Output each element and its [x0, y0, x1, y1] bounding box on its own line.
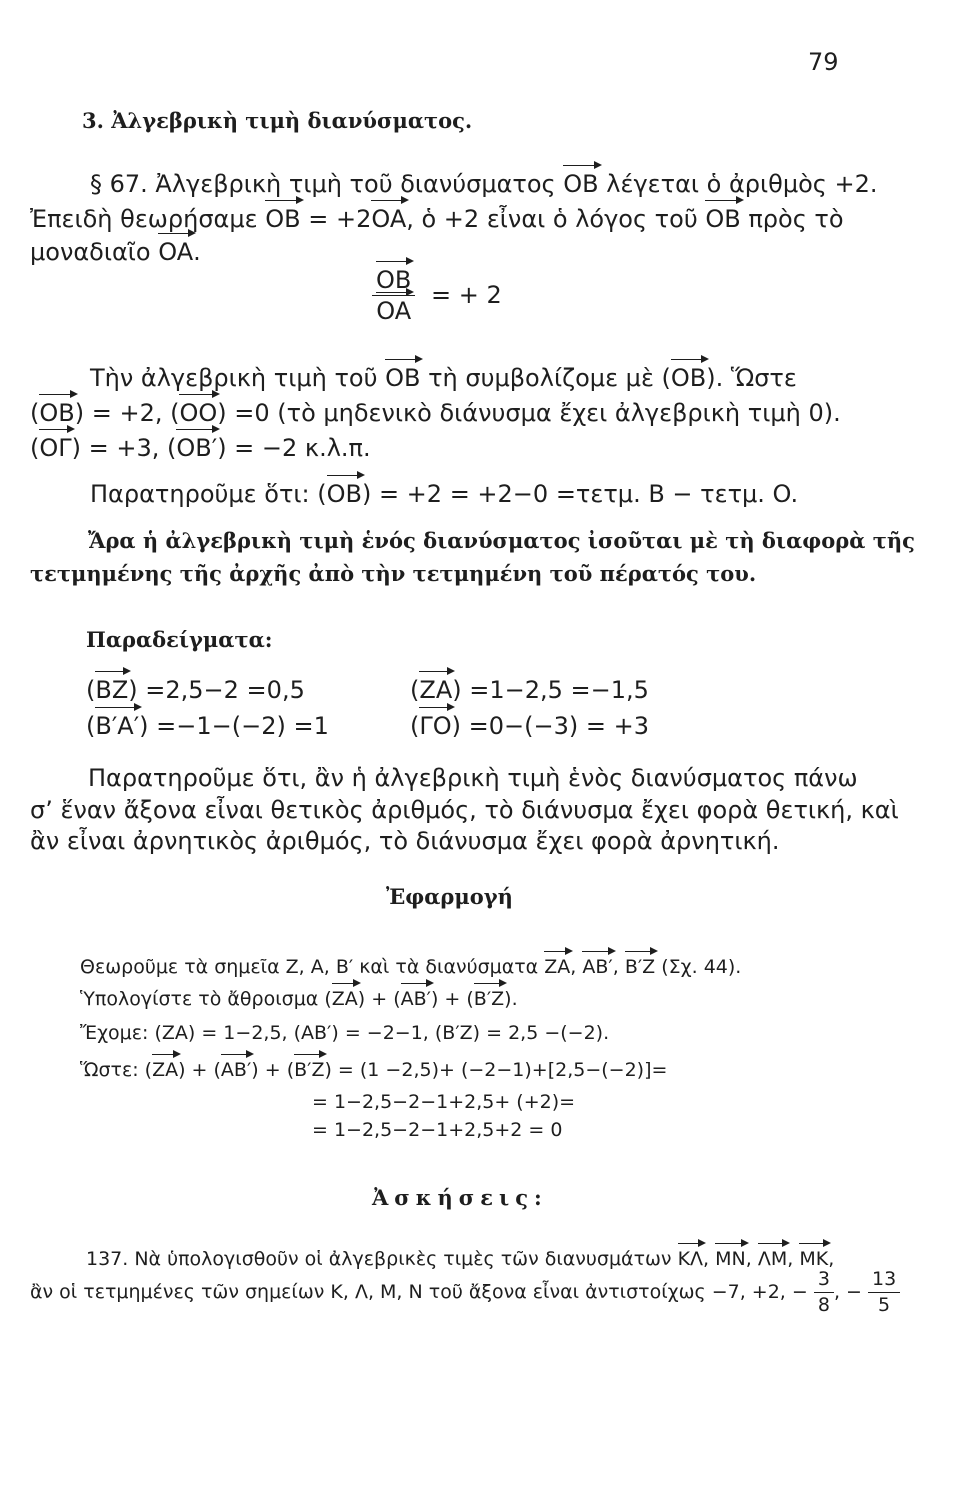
- application-line2: Ὑπολογίστε τὸ ἄθροισμα (ZA) + (AB′) + (B′Z).: [80, 988, 518, 1010]
- vector-OA: OA: [371, 205, 407, 233]
- rule-line2: τετμημένης τῆς ἀρχῆς ἀπὸ τὴν τετμημένη τοῦ πέρατός του.: [30, 561, 757, 586]
- exercises-heading: Ἀσκήσεις:: [372, 1185, 548, 1210]
- para67-line6: (OΓ) = +3, (OB′) = −2 κ.λ.π.: [30, 434, 371, 462]
- vector-OB: OB: [563, 170, 599, 198]
- page-number: 79: [808, 48, 839, 76]
- application-line1: Θεωροῦμε τὰ σημεῖα Z, A, B′ καὶ τὰ διανύσματα ZA, AB′, B′Z (Σχ. 44).: [80, 956, 742, 978]
- vector-OA: OA: [158, 238, 194, 266]
- exercise-137-line1: 137. Νὰ ὑπολογισθοῦν οἱ ἀλγεβρικὲς τιμὲς τῶν διανυσμάτων KΛ, MN, ΛM, MK,: [86, 1248, 835, 1270]
- application-line3: Ἔχομε: (ZA) = 1−2,5, (AB′) = −2−1, (B′Z) = 2,5 −(−2).: [80, 1022, 610, 1044]
- vector-OB: OB: [265, 205, 301, 233]
- example-B'A': (B′A′) =−1−(−2) =1: [86, 712, 329, 740]
- vector-OB: OB: [705, 205, 741, 233]
- para67-line1: § 67. Ἀλγεβρικὴ τιμὴ τοῦ διανύσματος OB λέγεται ὁ ἀριθμὸς +2.: [90, 170, 878, 198]
- exercise-137-line2: ἂν οἱ τετμημένες τῶν σημείων K, Λ, M, N τοῦ ἄξονα εἶναι ἀντιστοίχως −7, +2, − $\frac{3}{8}$ , − $\frac{13}{5}$: [30, 1270, 900, 1315]
- application-line5: = 1−2,5−2−1+2,5+ (+2)=: [312, 1091, 576, 1113]
- para67-line2: Ἐπειδὴ θεωρήσαμε OB = +2OA, ὁ +2 εἶναι ὁ λόγος τοῦ OB πρὸς τὸ: [30, 205, 844, 233]
- para67-line7: Παρατηροῦμε ὅτι: (OB) = +2 = +2−0 =τετμ. B − τετμ. O.: [90, 480, 799, 508]
- observe-line1: Παρατηροῦμε ὅτι, ἂν ἡ ἀλγεβρικὴ τιμὴ ἑνὸς διανύσματος πάνω: [88, 764, 858, 792]
- para67-line3: μοναδιαῖο OA.: [30, 238, 201, 266]
- ratio-fraction: $\frac{OB}{OA}$: [372, 268, 415, 323]
- application-line6: = 1−2,5−2−1+2,5+2 = 0: [312, 1119, 563, 1141]
- fraction-13-5: $\frac{13}{5}$: [868, 1270, 900, 1315]
- rule-line1: Ἄρα ἡ ἀλγεβρικὴ τιμὴ ἑνός διανύσματος ἰσοῦται μὲ τὴ διαφορὰ τῆς: [88, 528, 915, 553]
- application-heading: Ἐφαρμογή: [386, 884, 513, 909]
- ratio-equation: $\frac{OB}{OA}$ = + 2: [372, 268, 502, 323]
- example-ΓO: (ΓO) =0−(−3) = +3: [410, 712, 649, 740]
- section-heading: 3. Ἀλγεβρικὴ τιμὴ διανύσματος.: [82, 108, 473, 133]
- para67-line5: (OB) = +2, (OO) =0 (τὸ μηδενικὸ διάνυσμα ἔχει ἀλγεβρικὴ τιμὴ 0).: [30, 399, 841, 427]
- observe-line3: ἂν εἶναι ἀρνητικὸς ἀριθμός, τὸ διάνυσμα ἔχει φορὰ ἀρνητική.: [30, 827, 780, 855]
- application-line4: Ὥστε: (ZA) + (AB′) + (B′Z) = (1 −2,5)+ (−2−1)+[2,5−(−2)]=: [80, 1059, 668, 1081]
- para67-line4: Τὴν ἀλγεβρικὴ τιμὴ τοῦ OB τὴ συμβολίζομε μὲ (OB). Ὥστε: [90, 364, 797, 392]
- examples-heading: Παραδείγματα:: [86, 627, 273, 652]
- example-ZA: (ZA) =1−2,5 =−1,5: [410, 676, 649, 704]
- observe-line2: σ’ ἕναν ἄξονα εἶναι θετικὸς ἀριθμός, τὸ διάνυσμα ἔχει φορὰ θετική, καὶ: [30, 796, 899, 824]
- example-BZ: (BZ) =2,5−2 =0,5: [86, 676, 305, 704]
- fraction-3-8: $\frac{3}{8}$: [814, 1270, 834, 1315]
